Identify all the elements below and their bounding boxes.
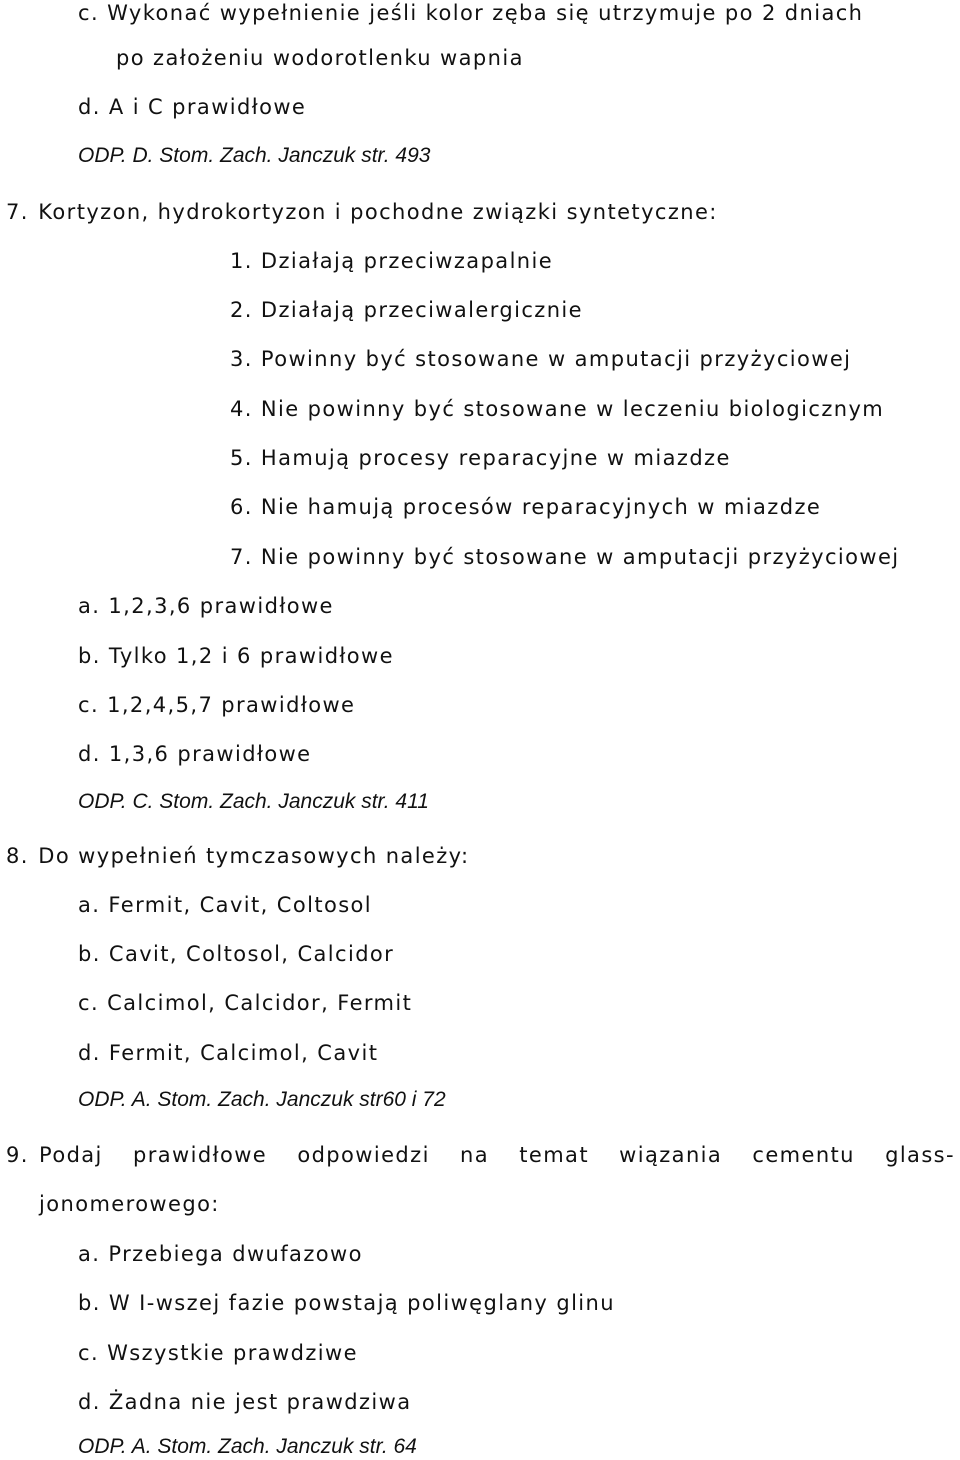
option-d: d. A i C prawidłowe bbox=[78, 95, 307, 119]
question-word: wiązania bbox=[619, 1143, 723, 1167]
answer-option: a. 1,2,3,6 prawidłowe bbox=[78, 594, 334, 618]
statement: 6. Nie hamują procesów reparacyjnych w miazdze bbox=[230, 495, 822, 519]
question-8 bbox=[6, 843, 469, 869]
question-word: na bbox=[460, 1143, 490, 1167]
statement: 5. Hamują procesy reparacyjne w miazdze bbox=[230, 446, 731, 470]
answer-reference: ODP. A. Stom. Zach. Janczuk str60 i 72 bbox=[78, 1088, 446, 1111]
question-word: odpowiedzi bbox=[297, 1143, 430, 1167]
statement: 4. Nie powinny być stosowane w leczeniu biologicznym bbox=[230, 397, 885, 421]
statement: 7. Nie powinny być stosowane w amputacji przyżyciowej bbox=[230, 545, 900, 569]
question-word: glass- bbox=[885, 1143, 955, 1167]
question-number: 7. bbox=[6, 200, 29, 224]
question-number: 8. bbox=[6, 844, 29, 868]
question-9-number: 9. bbox=[6, 1143, 29, 1167]
answer-option: d. Żadna nie jest prawdziwa bbox=[78, 1390, 412, 1414]
answer-reference: ODP. A. Stom. Zach. Janczuk str. 64 bbox=[78, 1435, 417, 1458]
answer-option: a. Fermit, Cavit, Coltosol bbox=[78, 893, 373, 917]
statement: 2. Działają przeciwalergicznie bbox=[230, 298, 583, 322]
question-text: Do wypełnień tymczasowych należy: bbox=[38, 844, 470, 868]
question-9-text-continued: jonomerowego: bbox=[39, 1192, 220, 1216]
statement: 1. Działają przeciwzapalnie bbox=[230, 249, 554, 273]
answer-option: b. Tylko 1,2 i 6 prawidłowe bbox=[78, 644, 394, 668]
answer-option: c. Wszystkie prawdziwe bbox=[78, 1341, 358, 1365]
option-c-line1: c. Wykonać wypełnienie jeśli kolor zęba się utrzymuje po 2 dniach bbox=[78, 1, 864, 25]
answer-option: b. Cavit, Coltosol, Calcidor bbox=[78, 942, 395, 966]
question-word: cementu bbox=[752, 1143, 855, 1167]
option-c-line2: po założeniu wodorotlenku wapnia bbox=[116, 46, 524, 70]
answer-option: d. 1,3,6 prawidłowe bbox=[78, 742, 312, 766]
statement: 3. Powinny być stosowane w amputacji przyżyciowej bbox=[230, 347, 852, 371]
answer-option: c. 1,2,4,5,7 prawidłowe bbox=[78, 693, 356, 717]
answer-option: b. W I-wszej fazie powstają poliwęglany glinu bbox=[78, 1291, 615, 1315]
question-text: Kortyzon, hydrokortyzon i pochodne związki syntetyczne: bbox=[38, 200, 718, 224]
answer-option: a. Przebiega dwufazowo bbox=[78, 1242, 363, 1266]
answer-option: d. Fermit, Calcimol, Cavit bbox=[78, 1041, 379, 1065]
question-word: temat bbox=[519, 1143, 589, 1167]
answer-reference: ODP. C. Stom. Zach. Janczuk str. 411 bbox=[78, 790, 429, 813]
question-word: Podaj bbox=[39, 1143, 103, 1167]
question-7 bbox=[6, 199, 718, 225]
question-9-text bbox=[39, 1142, 955, 1168]
answer-option: c. Calcimol, Calcidor, Fermit bbox=[78, 991, 413, 1015]
question-word: prawidłowe bbox=[133, 1143, 268, 1167]
answer-reference: ODP. D. Stom. Zach. Janczuk str. 493 bbox=[78, 144, 431, 167]
